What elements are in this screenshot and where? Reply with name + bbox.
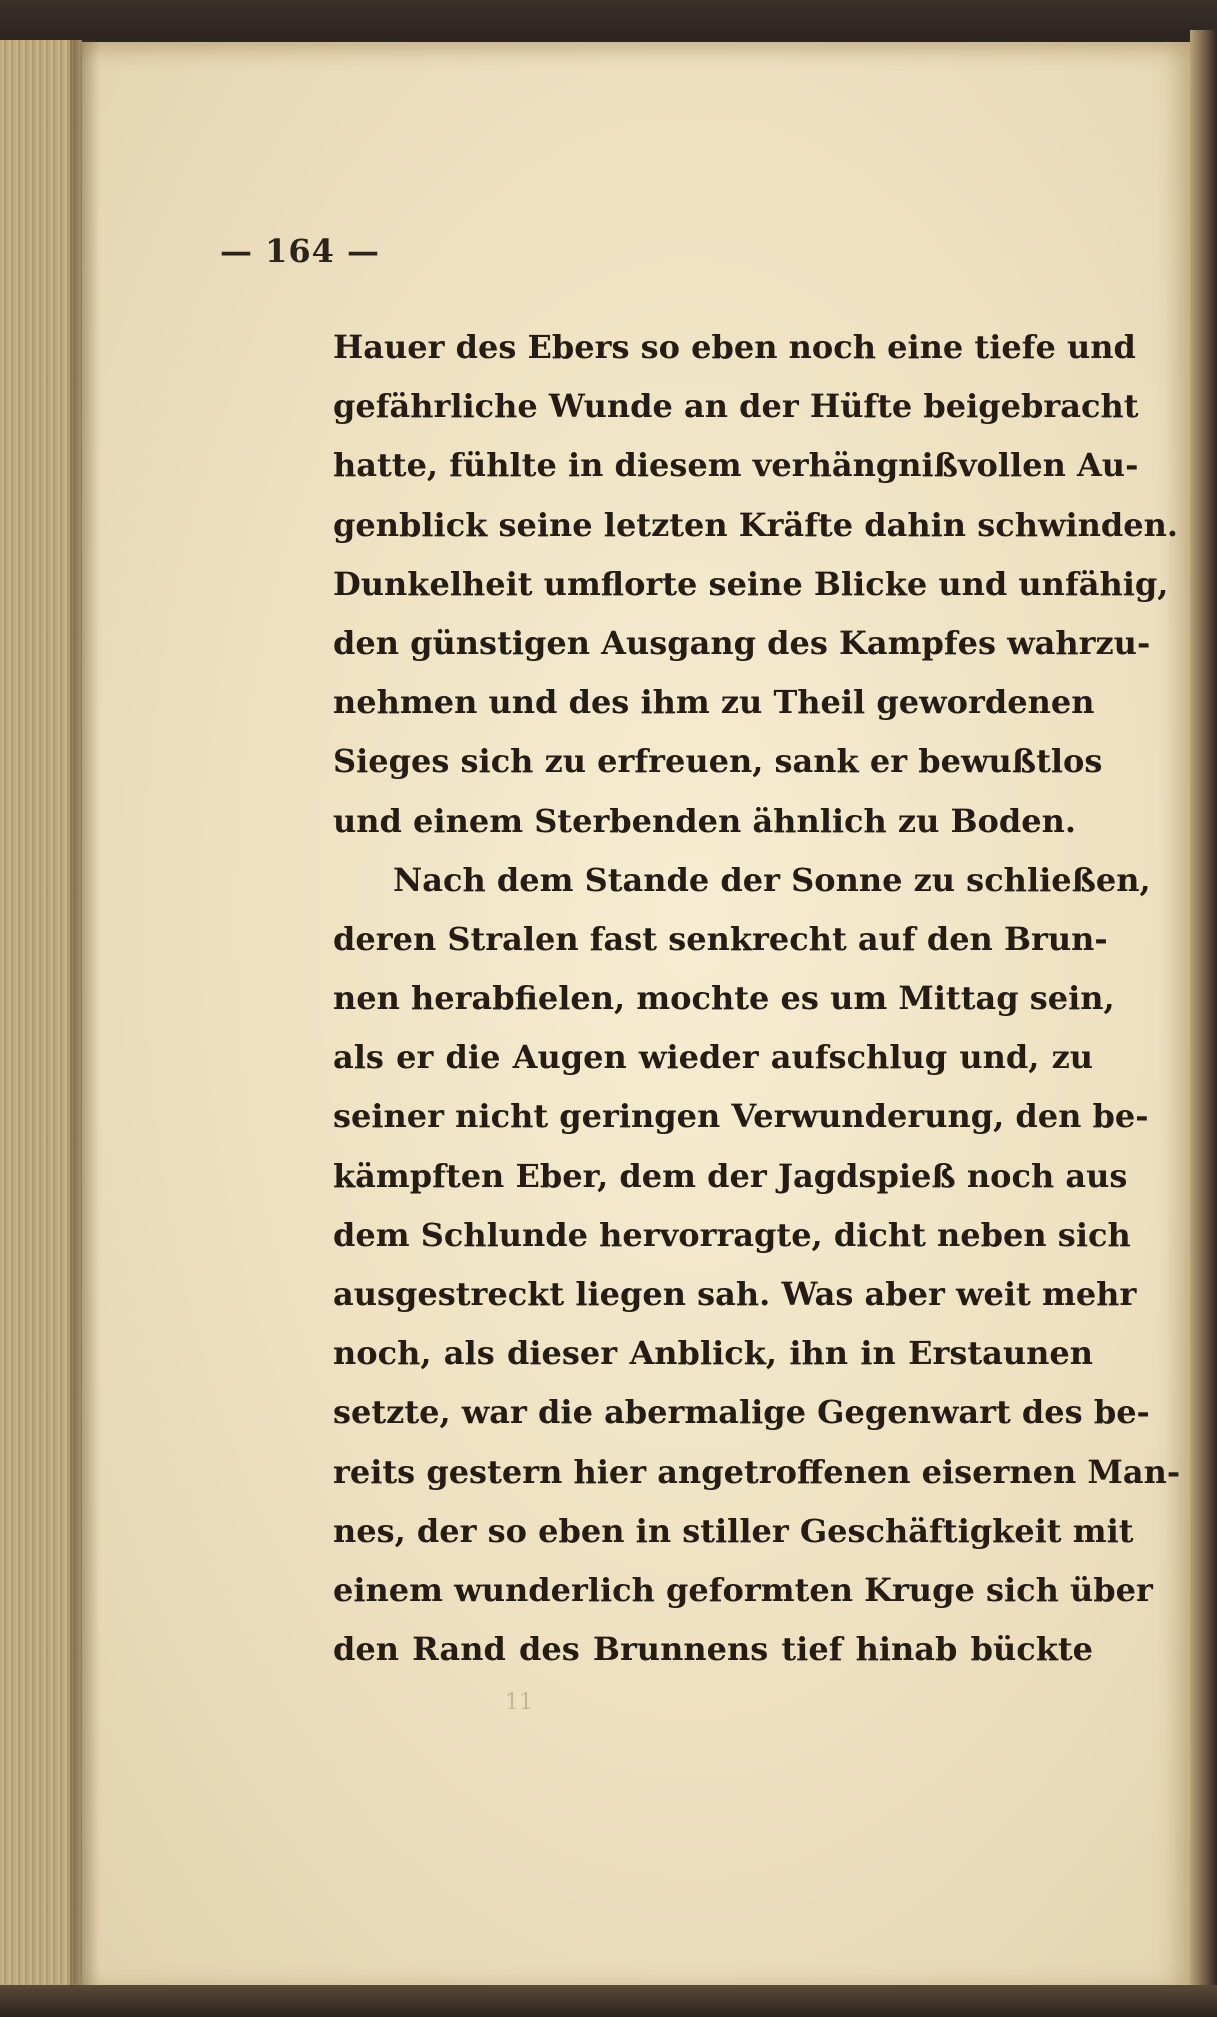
text-line: setzte, war die abermalige Gegenwart des be-: [333, 1393, 1150, 1432]
text-line: dem Schlunde hervorragte, dicht neben sich: [333, 1215, 1131, 1254]
text-line: deren Stralen fast senkrecht auf den Brun-: [333, 919, 1108, 958]
text-line: einem wunderlich geformten Kruge sich über: [333, 1570, 1153, 1609]
body-text: [333, 318, 1181, 1679]
text-line: reits gestern hier angetroffenen eisernen Man-: [333, 1452, 1181, 1491]
top-book-edge: [0, 0, 1217, 48]
text-line: Dunkelheit umflorte seine Blicke und unfähig,: [333, 564, 1169, 603]
text-line: seiner nicht geringen Verwunderung, den be-: [333, 1097, 1149, 1136]
text-line: noch, als dieser Anblick, ihn in Erstaunen: [333, 1334, 1093, 1373]
text-line: nes, der so eben in stiller Geschäftigkeit mit: [333, 1511, 1134, 1550]
text-line: Sieges sich zu erfreuen, sank er bewußtlos: [333, 742, 1103, 781]
page-number: — 164 —: [219, 232, 381, 270]
text-line: den Rand des Brunnens tief hinab bückte: [333, 1630, 1093, 1669]
text-line: nen herabfielen, mochte es um Mittag sein,: [333, 979, 1115, 1018]
right-book-edge: [1190, 30, 1217, 2000]
text-line: genblick seine letzten Kräfte dahin schwinden.: [333, 505, 1179, 544]
text-line: gefährliche Wunde an der Hüfte beigebracht: [333, 387, 1139, 426]
text-line: nehmen und des ihm zu Theil gewordenen: [333, 683, 1095, 722]
text-line: kämpften Eber, dem der Jagdspieß noch aus: [333, 1156, 1128, 1195]
text-line: den günstigen Ausgang des Kampfes wahrzu-: [333, 623, 1151, 662]
text-line: hatte, fühlte in diesem verhängnißvollen Au-: [333, 446, 1139, 485]
text-line: ausgestreckt liegen sah. Was aber weit mehr: [333, 1275, 1137, 1313]
text-line: als er die Augen wieder aufschlug und, zu: [333, 1038, 1093, 1077]
paragraph-start-line: Nach dem Stande der Sonne zu schließen,: [393, 860, 1151, 899]
gutter-shadow: [70, 40, 100, 1990]
bottom-book-edge: [0, 1985, 1217, 2017]
faint-signature-mark: 11: [505, 1690, 533, 1715]
paragraph-end-line: und einem Sterbenden ähnlich zu Boden.: [333, 801, 1077, 840]
text-line: Hauer des Ebers so eben noch eine tiefe und: [333, 328, 1136, 366]
